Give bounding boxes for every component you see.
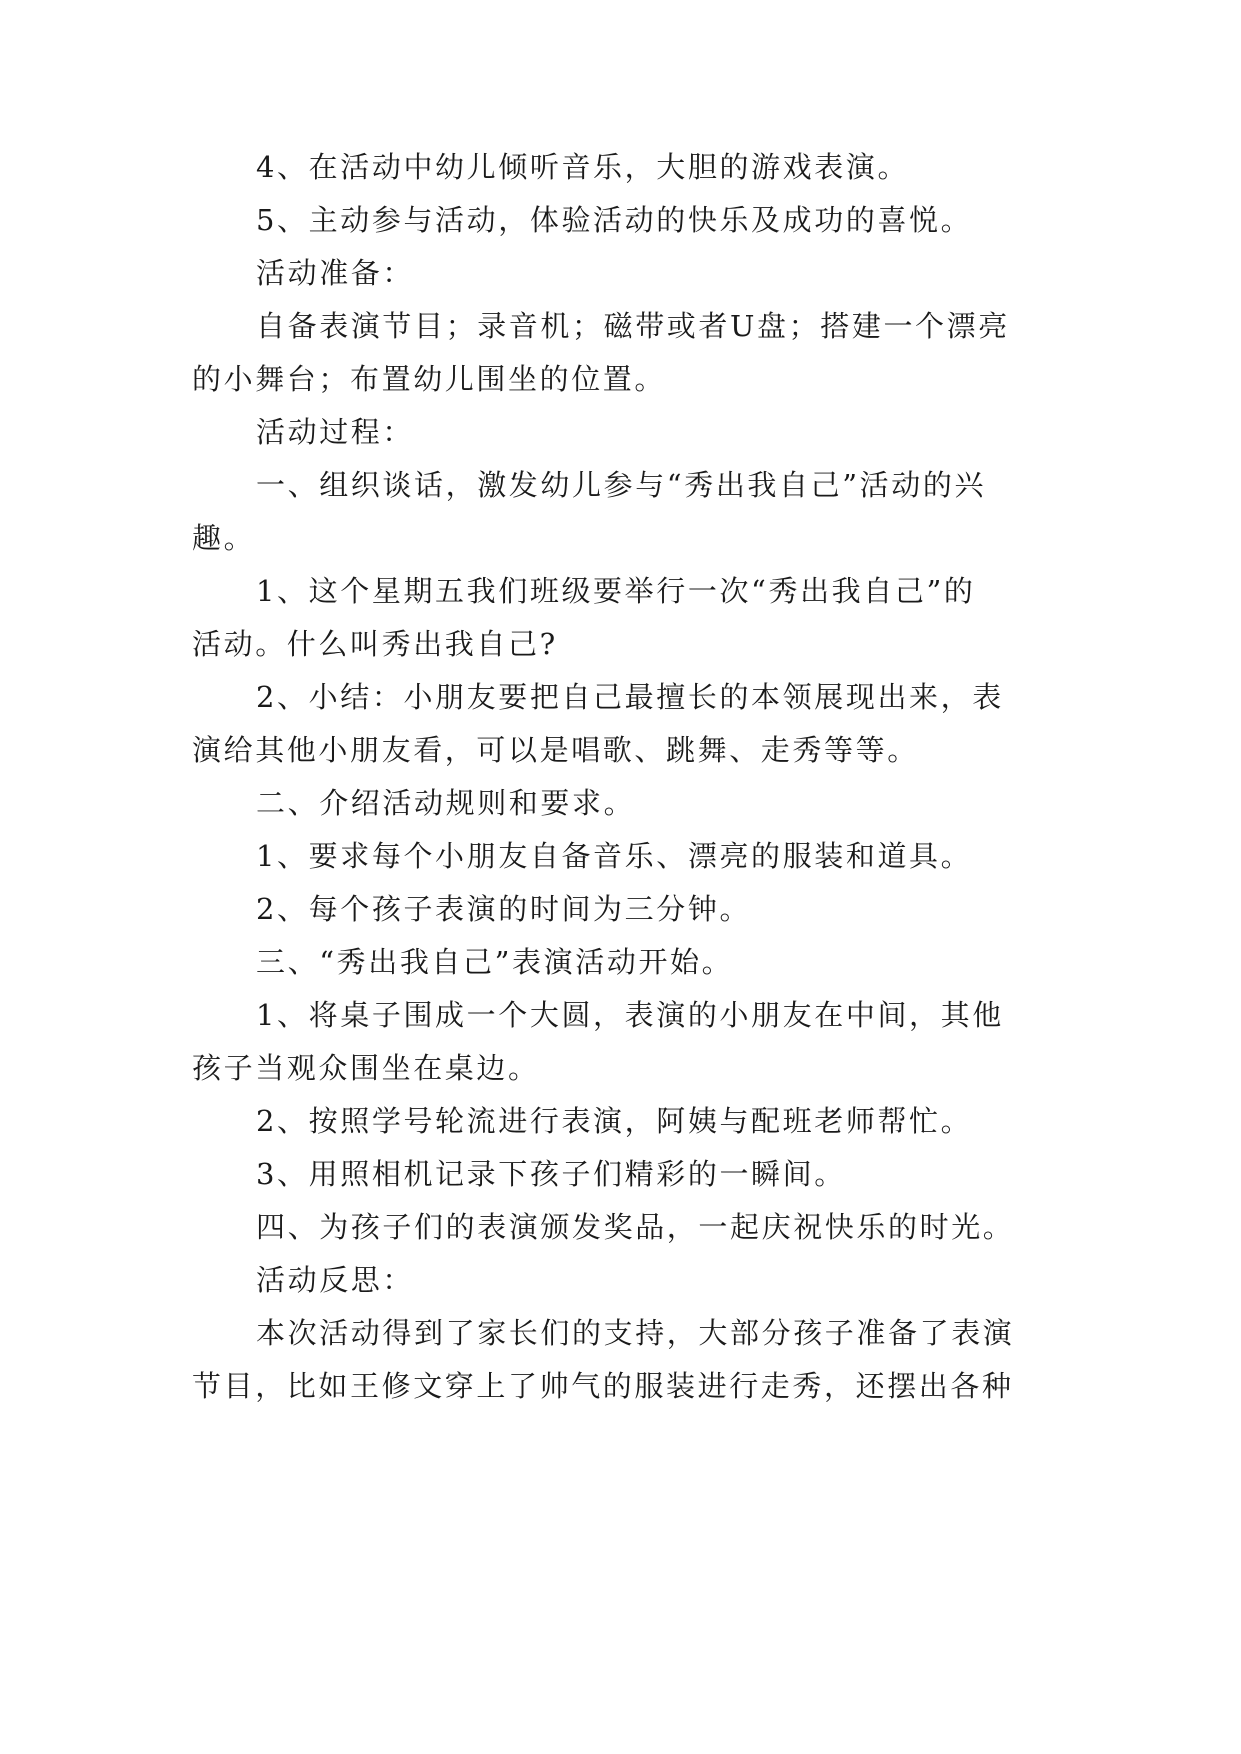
heading-reflection: 活动反思： <box>256 1263 415 1297</box>
step-2-item-2: 2、每个孩子表演的时间为三分钟。 <box>256 892 752 926</box>
preparation-line-1: 自备表演节目；录音机；磁带或者U盘；搭建一个漂亮 <box>256 309 1010 343</box>
objective-4: 4、在活动中幼儿倾听音乐，大胆的游戏表演。 <box>256 150 910 184</box>
preparation-line-2: 的小舞台；布置幼儿围坐的位置。 <box>192 362 667 396</box>
step-1-line-2: 趣。 <box>192 521 256 555</box>
step-3-item-2: 2、按照学号轮流进行表演，阿姨与配班老师帮忙。 <box>256 1104 973 1138</box>
step-1-item-2-line-1: 2、小结：小朋友要把自己最擅长的本领展现出来，表 <box>256 680 1004 714</box>
step-2-item-1: 1、要求每个小朋友自备音乐、漂亮的服装和道具。 <box>256 839 973 873</box>
heading-process: 活动过程： <box>256 415 415 449</box>
step-1-line-1: 一、组织谈话，激发幼儿参与“秀出我自己”活动的兴 <box>256 468 987 502</box>
step-4: 四、为孩子们的表演颁发奖品，一起庆祝快乐的时光。 <box>256 1210 1015 1244</box>
step-3-item-1-line-1: 1、将桌子围成一个大圆，表演的小朋友在中间，其他 <box>256 998 1004 1032</box>
step-1-item-1-line-1: 1、这个星期五我们班级要举行一次“秀出我自己”的 <box>256 574 976 608</box>
step-1-item-2-line-2: 演给其他小朋友看，可以是唱歌、跳舞、走秀等等。 <box>192 733 919 767</box>
step-3: 三、“秀出我自己”表演活动开始。 <box>256 945 734 979</box>
heading-preparation: 活动准备： <box>256 256 415 290</box>
reflection-line-2: 节目，比如王修文穿上了帅气的服装进行走秀，还摆出各种 <box>192 1369 1014 1403</box>
reflection-line-1: 本次活动得到了家长们的支持，大部分孩子准备了表演 <box>256 1316 1015 1350</box>
step-2: 二、介绍活动规则和要求。 <box>256 786 636 820</box>
step-1-item-1-line-2: 活动。什么叫秀出我自己? <box>192 627 558 661</box>
objective-5: 5、主动参与活动，体验活动的快乐及成功的喜悦。 <box>256 203 973 237</box>
step-3-item-3: 3、用照相机记录下孩子们精彩的一瞬间。 <box>256 1157 846 1191</box>
step-3-item-1-line-2: 孩子当观众围坐在桌边。 <box>192 1051 540 1085</box>
